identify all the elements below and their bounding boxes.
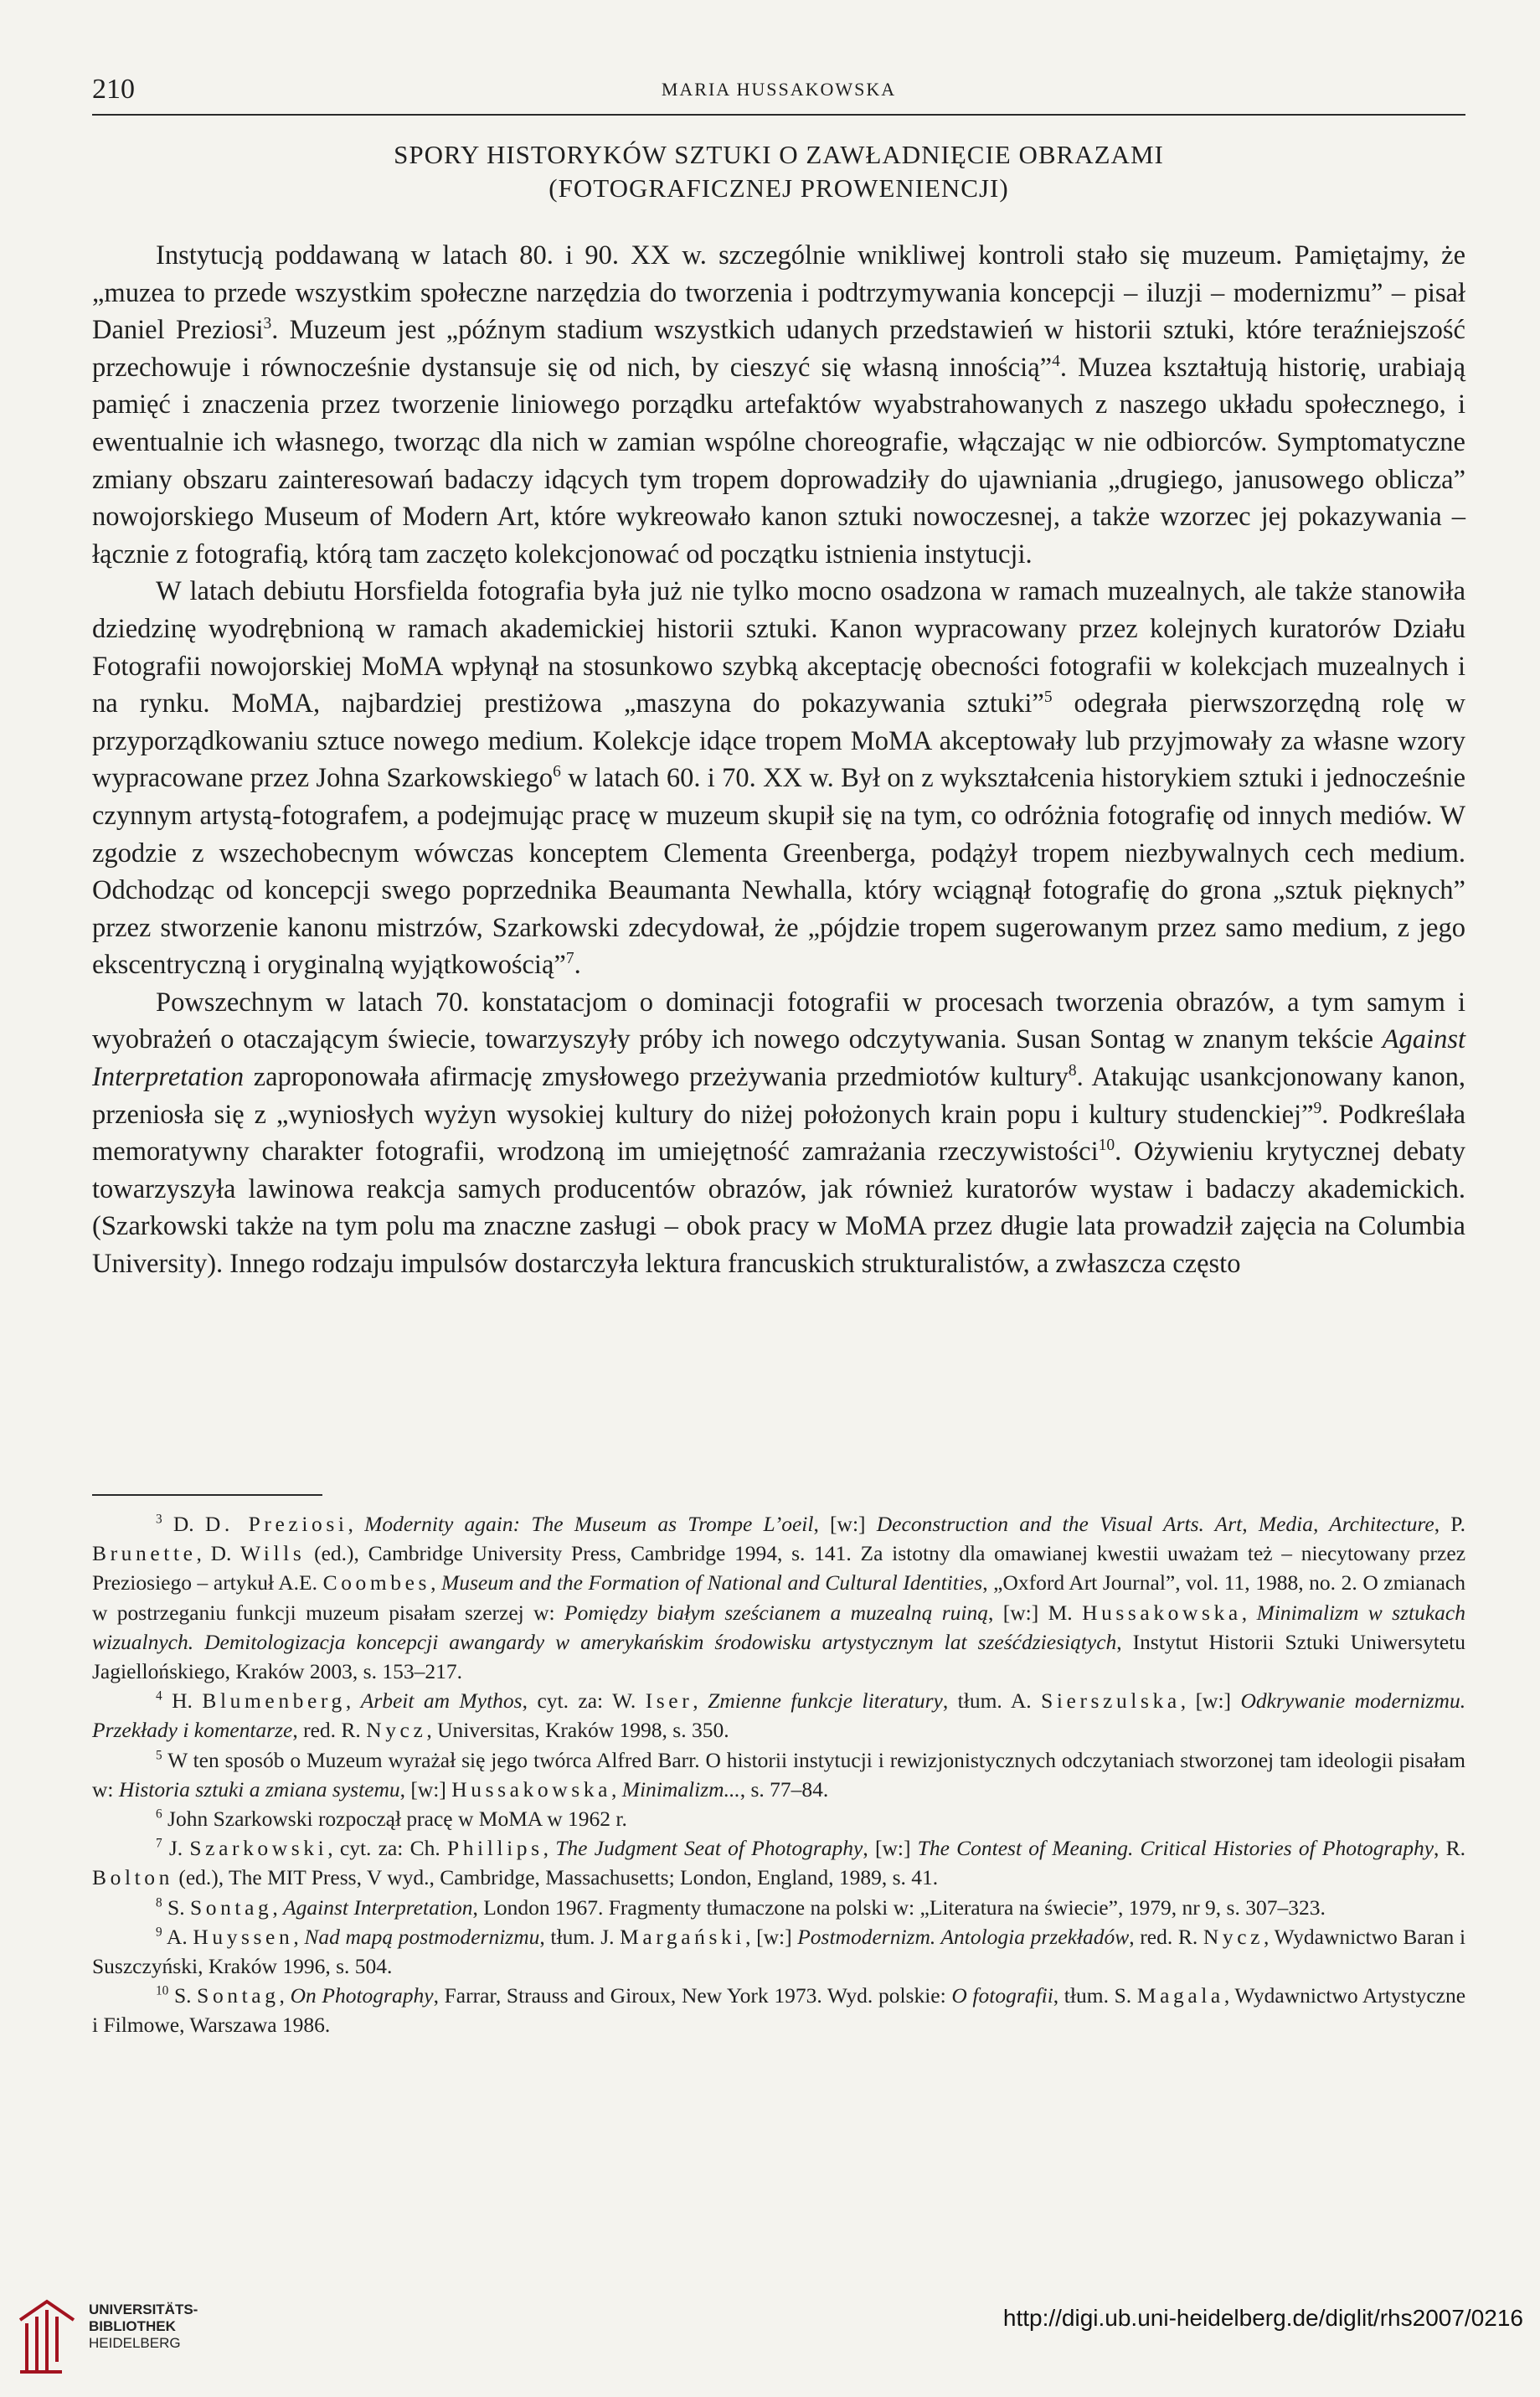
text-run: , <box>279 1983 291 2008</box>
footnote-4 <box>92 1686 1465 1745</box>
footnote-number: 5 <box>156 1748 162 1763</box>
text-run: , [w:] <box>813 1512 877 1536</box>
text-run: S. <box>167 1894 190 1920</box>
text-run: John Szarkowski rozpoczął pracę w MoMA w 1962 r. <box>167 1807 627 1832</box>
italic-title: Modernity again: The Museum as Trompe L’oeil <box>364 1512 814 1536</box>
text-run: , [w:] <box>399 1776 452 1802</box>
italic-title: Odkrywanie modernizmu. Przekłady i komentarze <box>92 1688 1466 1743</box>
text-run: , tłum. A. <box>942 1688 1042 1714</box>
text-run: zaproponowała afirmację zmysłowego przeżywania przedmiotów kultury <box>244 1062 1069 1093</box>
text-run: , D. <box>196 1541 241 1566</box>
footnote-divider <box>92 1494 322 1496</box>
text-run: , [w:] <box>1180 1688 1241 1714</box>
text-run: , <box>1241 1600 1257 1625</box>
text-run: (ed.), The MIT Press, V wyd., Cambridge, Massachusetts; London, England, 1989, s. 41. <box>173 1865 939 1890</box>
author-name: Magala <box>1136 1983 1224 2008</box>
text-run: , Universitas, Kraków 1998, s. 350. <box>426 1718 729 1743</box>
text-run: , London 1967. Fragmenty tłumaczone na polski w: „Literatura na świecie”, 1979, nr 9, s. 307–323. <box>472 1894 1326 1920</box>
text-run: , cyt. za: Ch. <box>327 1836 447 1861</box>
text-run: , Wydawnictwo Baran i Suszczyński, Kraków 1996, s. 504. <box>92 1924 1466 1979</box>
text-run: , [w:] <box>863 1836 918 1861</box>
digitization-footer <box>0 2286 1540 2397</box>
section-title-line-2: (FOTOGRAFICZNEJ PROWENIENCJI) <box>549 173 1009 203</box>
italic-title: Nad mapą postmodernizmu <box>304 1924 540 1949</box>
footnote-number: 10 <box>156 1983 169 1998</box>
text-run: , Instytut Historii Sztuki Uniwersytetu Jagiellońskiego, Kraków 2003, s. 153–217. <box>92 1629 1465 1684</box>
text-run: S. <box>173 1983 198 2008</box>
text-run: , <box>610 1776 622 1802</box>
text-run: . Muzea kształtują historię, urabiają pamięć i znaczenia przez tworzenie liniowego porządku artefaktów wyabstrahowanych z naszego układu społecznego, i ewentualnie ich własnego, tworząc dla nich w zamian wspólne choreografie, włączając w nie odbiorców. Symptomatyczne zmiany obszaru zainteresowań badaczy idących tym tropem doprowadziły do ujawniania „drugiego, janusowego oblicza” nowojorskiego Museum of Modern Art, które wykreowało kanon sztuki nowoczesnej, a także wzorzec jej pokazywania – łącznie z fotografią, którą tam zaczęto kolekcjonować od początku istnienia instytucji. <box>92 352 1465 570</box>
footnote-ref-5[interactable]: 5 <box>1043 688 1053 707</box>
italic-title: On Photography <box>290 1983 434 2008</box>
footnotes <box>92 1509 1465 2040</box>
author-name: Sierszulska <box>1041 1688 1181 1714</box>
text-run: (ed.), Cambridge University Press, Cambridge 1994, s. 141. Za istotny dla omawianej kwestii uważam też – niecytowany przez Preziosiego – artykuł A.E. <box>92 1541 1466 1595</box>
author-name: Sontag <box>189 1894 273 1920</box>
italic-title: Museum and the Formation of National and Cultural Identities <box>441 1570 983 1595</box>
italic-title: O fotografii <box>951 1983 1053 2008</box>
italic-title: Arbeit am Mythos <box>360 1688 523 1714</box>
footnote-6 <box>92 1804 1465 1833</box>
text-run: , <box>293 1924 305 1949</box>
text-run: , P. <box>1434 1512 1466 1536</box>
body-text <box>92 237 1465 1283</box>
italic-title: Against Interpretation <box>283 1894 473 1920</box>
page-header <box>92 74 1465 116</box>
italic-title: The Judgment Seat of Photography <box>555 1836 863 1861</box>
author-name: Blumenberg <box>202 1688 346 1714</box>
footnote-number: 4 <box>156 1688 162 1704</box>
text-run: . Ożywieniu krytycznej debaty towarzyszyła lawinowa reakcja samych producentów obrazów, jak również kuratorów wystaw i badaczy akademickich. (Szarkowski także na tym polu ma znaczne zasługi – obok pracy w MoMA przez długie lata prowadził zajęcia na Columbia University). Innego rodzaju impulsów dostarczyła lektura francuskich strukturalistów, a zwłaszcza często <box>92 1137 1465 1280</box>
paragraph-2 <box>92 573 1465 984</box>
library-name <box>89 2302 198 2352</box>
author-name: Wills <box>240 1541 306 1566</box>
footnote-3: $^3$ D. D. Preziosi, Modernity again: The Museum as Trompe L’oeil, [w:] Deconstruction and the Visual Arts. Art, Media, Architecture, P. Brunette, D. Wills (ed.), Cambridge University Press, Cambridge 1994, s. 141. Za istotny dla omawianej kwestii uważam też – niecytowany przez Preziosiego – artykuł A.E. Coombes, Museum and the Formation of National and Cultural Identities, „Oxford Art Journal”, vol. 11, 1988, no. 2. O zmianach w postrzeganiu funkcji muzeum pisałam szerzej w: Pomiędzy białym sześcianem a muzealną ruiną, [w:] M. Hussakowska, Minimalizm w sztukach wizualnych. Demitologizacja koncepcji awangardy w amerykańskim środowisku artystycznym lat sześćdziesiątych, Instytut Historii Sztuki Uniwersytetu Jagiellońskiego, Kraków 2003, s. 153–217. <box>92 1512 1466 1684</box>
footnote-7 <box>92 1833 1465 1892</box>
italic-title: The Contest of Meaning. Critical Histories of Photography <box>917 1836 1434 1861</box>
text-run: , [w:] M. <box>987 1600 1083 1625</box>
author-name: Sontag <box>197 1983 280 2008</box>
section-title-line-1: SPORY HISTORYKÓW SZTUKI O ZAWŁADNIĘCIE OBRAZAMI <box>394 140 1164 169</box>
footnote-ref-6[interactable]: 6 <box>553 763 561 781</box>
footnote-number: 6 <box>156 1807 162 1822</box>
text-run: . <box>574 950 581 981</box>
text-run: , red. R. <box>292 1718 367 1743</box>
library-line-1: UNIVERSITÄTS- <box>89 2302 198 2317</box>
italic-title: Against Interpretation <box>92 1024 1465 1093</box>
text-run: , R. <box>1434 1836 1466 1861</box>
text-run: , Farrar, Strauss and Giroux, New York 1973. Wyd. polskie: <box>433 1983 952 2008</box>
text-run: , <box>430 1570 442 1595</box>
italic-title: Minimalizm... <box>621 1776 740 1802</box>
text-run: , tłum. S. <box>1053 1983 1137 2008</box>
footnote-ref-10[interactable]: 10 <box>1098 1137 1115 1155</box>
author-name: Hussakowska <box>451 1776 611 1802</box>
footnote-8 <box>92 1893 1465 1922</box>
paragraph-1 <box>92 237 1465 573</box>
ub-heidelberg-logo-icon <box>12 2295 82 2379</box>
footnote-9 <box>92 1922 1465 1981</box>
footnote-ref-8[interactable]: 8 <box>1068 1062 1077 1080</box>
italic-title: Historia sztuki a zmiana systemu <box>118 1776 400 1802</box>
footnote-number: 9 <box>156 1925 162 1940</box>
text-run: , s. 77–84. <box>739 1776 829 1802</box>
italic-title: Pomiędzy białym sześcianem a muzealną ruiną <box>564 1600 988 1625</box>
text-run: Instytucją poddawaną w latach 80. i 90. XX w. szczególnie wnikliwej kontroli stało się muzeum. Pamiętajmy, że „muzea to przede wszystkim społeczne narzędzia do tworzenia i podtrzymywania koncepcji – iluzji – modernizmu” – pisał Daniel Preziosi <box>92 240 1465 346</box>
library-line-2: BIBLIOTHEK <box>89 2318 176 2334</box>
text-run: odegrała pierwszorzędną rolę w przyporządkowaniu sztuce nowego medium. Kolekcje idące tropem MoMA akceptowały lub przyjmowały za własne wzory wypracowane przez Johna Szarkowskiego <box>92 688 1465 794</box>
author-name: Hussakowska <box>1082 1600 1242 1625</box>
author-name: Iser <box>645 1688 693 1714</box>
section-title <box>92 138 1465 205</box>
text-run: , „Oxford Art Journal”, vol. 11, 1988, no. 2. O zmianach w postrzeganiu funkcji muzeum pisałam szerzej w: <box>92 1570 1466 1625</box>
footnote-ref-4[interactable]: 4 <box>1052 352 1060 370</box>
text-run: w latach 60. i 70. XX w. Był on z wykształcenia historykiem sztuki i jednocześnie czynnym artystą-fotografem, a podejmując pracę w muzeum skupił się na tym, co odróżnia fotografię od innych mediów. W zgodzie z wszechobecnym wówczas konceptem Clementa Greenberga, podążył tropem niezbywalnych cech medium. Odchodząc od koncepcji swego poprzednika Beaumanta Newhalla, który wciągnął fotografię do grona „sztuk pięknych” przez stworzenie kanonu mistrzów, Szarkowski zdecydował, że „pójdzie tropem sugerowanym przez samo medium, z jego ekscentryczną i oryginalną wyjątkowością” <box>92 763 1465 981</box>
footnote-ref-3[interactable]: 3 <box>263 315 272 333</box>
text-run: J. <box>168 1836 190 1861</box>
author-name: Margański <box>620 1924 746 1949</box>
author-name: Bolton <box>92 1865 173 1890</box>
page-number: 210 <box>92 74 135 105</box>
author-name: Szarkowski <box>189 1836 328 1861</box>
text-run: , <box>272 1894 284 1920</box>
text-run: Powszechnym w latach 70. konstatacjom o dominacji fotografii w procesach tworzenia obrazów, a tym samym i wyobrażeń o otaczającym świecie, towarzyszyły próby ich nowego odczytywania. Susan Sontag w znanym tekście <box>92 987 1465 1055</box>
author-name: Phillips <box>446 1836 543 1861</box>
text-run: A. <box>166 1924 193 1949</box>
text-run: , <box>693 1688 708 1714</box>
author-name: D. Preziosi <box>204 1512 348 1536</box>
author-name: Huyssen <box>193 1924 294 1949</box>
text-run: , Wydawnictwo Artystyczne i Filmowe, Warszawa 1986. <box>92 1983 1466 2038</box>
footnote-number: 8 <box>156 1895 162 1910</box>
footnote-10 <box>92 1981 1465 2039</box>
text-run: , tłum. J. <box>539 1924 621 1949</box>
footnote-ref-7[interactable]: 7 <box>565 950 574 968</box>
text-run: , cyt. za: W. <box>522 1688 646 1714</box>
text-run: , <box>543 1836 556 1861</box>
italic-title: Minimalizm w sztukach wizualnych. Demitologizacja koncepcji awangardy w amerykańskim środowisku artystycznym lat sześćdziesiątych <box>92 1600 1465 1654</box>
source-url-link[interactable]: http://digi.ub.uni-heidelberg.de/diglit/rhs2007/0216 <box>1002 2305 1523 2331</box>
library-line-3: HEIDELBERG <box>89 2335 181 2351</box>
author-name: Coombes <box>322 1570 431 1595</box>
author-name: Nycz <box>366 1718 427 1743</box>
paragraph-3 <box>92 984 1465 1283</box>
text-run: . Muzeum jest „późnym stadium wszystkich udanych przedstawień w historii sztuki, które teraźniejszość przechowuje i równocześnie dystansuje się od nich, by cieszyć się własną innością” <box>92 315 1465 383</box>
text-run: . Atakując usankcjonowany kanon, przeniosła się z „wyniosłych wyżyn wysokiej kultury do niżej położonych krain popu i kultury studenckiej” <box>92 1062 1466 1130</box>
author-name: Brunette <box>92 1541 197 1566</box>
footnote-number: 7 <box>156 1836 162 1851</box>
italic-title: Postmodernizm. Antologia przekładów <box>797 1924 1130 1949</box>
author-name: Nycz <box>1203 1924 1264 1949</box>
running-head: MARIA HUSSAKOWSKA <box>661 79 897 100</box>
italic-title: Zmienne funkcje literatury <box>708 1688 943 1714</box>
text-run: , <box>345 1688 361 1714</box>
footnote-number: 3 <box>156 1512 162 1527</box>
footnote-5 <box>92 1745 1465 1804</box>
italic-title: Deconstruction and the Visual Arts. Art, Media, Architecture <box>876 1512 1434 1536</box>
footnote-ref-9[interactable]: 9 <box>1313 1099 1322 1117</box>
text-run: , red. R. <box>1129 1924 1203 1949</box>
text-run: H. <box>172 1688 203 1714</box>
text-run: , [w:] <box>745 1924 798 1949</box>
text-run: W latach debiutu Horsfielda fotografia była już nie tylko mocno osadzona w ramach muzealnych, ale także stanowiła dziedzinę wyodrębnioną w ramach akademickiej historii sztuki. Kanon wypracowany przez kolejnych kuratorów Działu Fotografii nowojorskiej MoMA wpłynął na stosunkowo szybką akceptację obecności fotografii w kolekcjach muzealnych i na rynku. MoMA, najbardziej prestiżowa „maszyna do pokazywania sztuki” <box>92 576 1465 719</box>
text-run: . Podkreślała memoratywny charakter fotografii, wrodzoną im umiejętność zamrażania rzeczywistości <box>92 1099 1465 1168</box>
text-run: W ten sposób o Muzeum wyrażał się jego twórca Alfred Barr. O historii instytucji i rewizjonistycznych odczytaniach stworzonej tam ideologii pisałam w: <box>92 1747 1465 1802</box>
